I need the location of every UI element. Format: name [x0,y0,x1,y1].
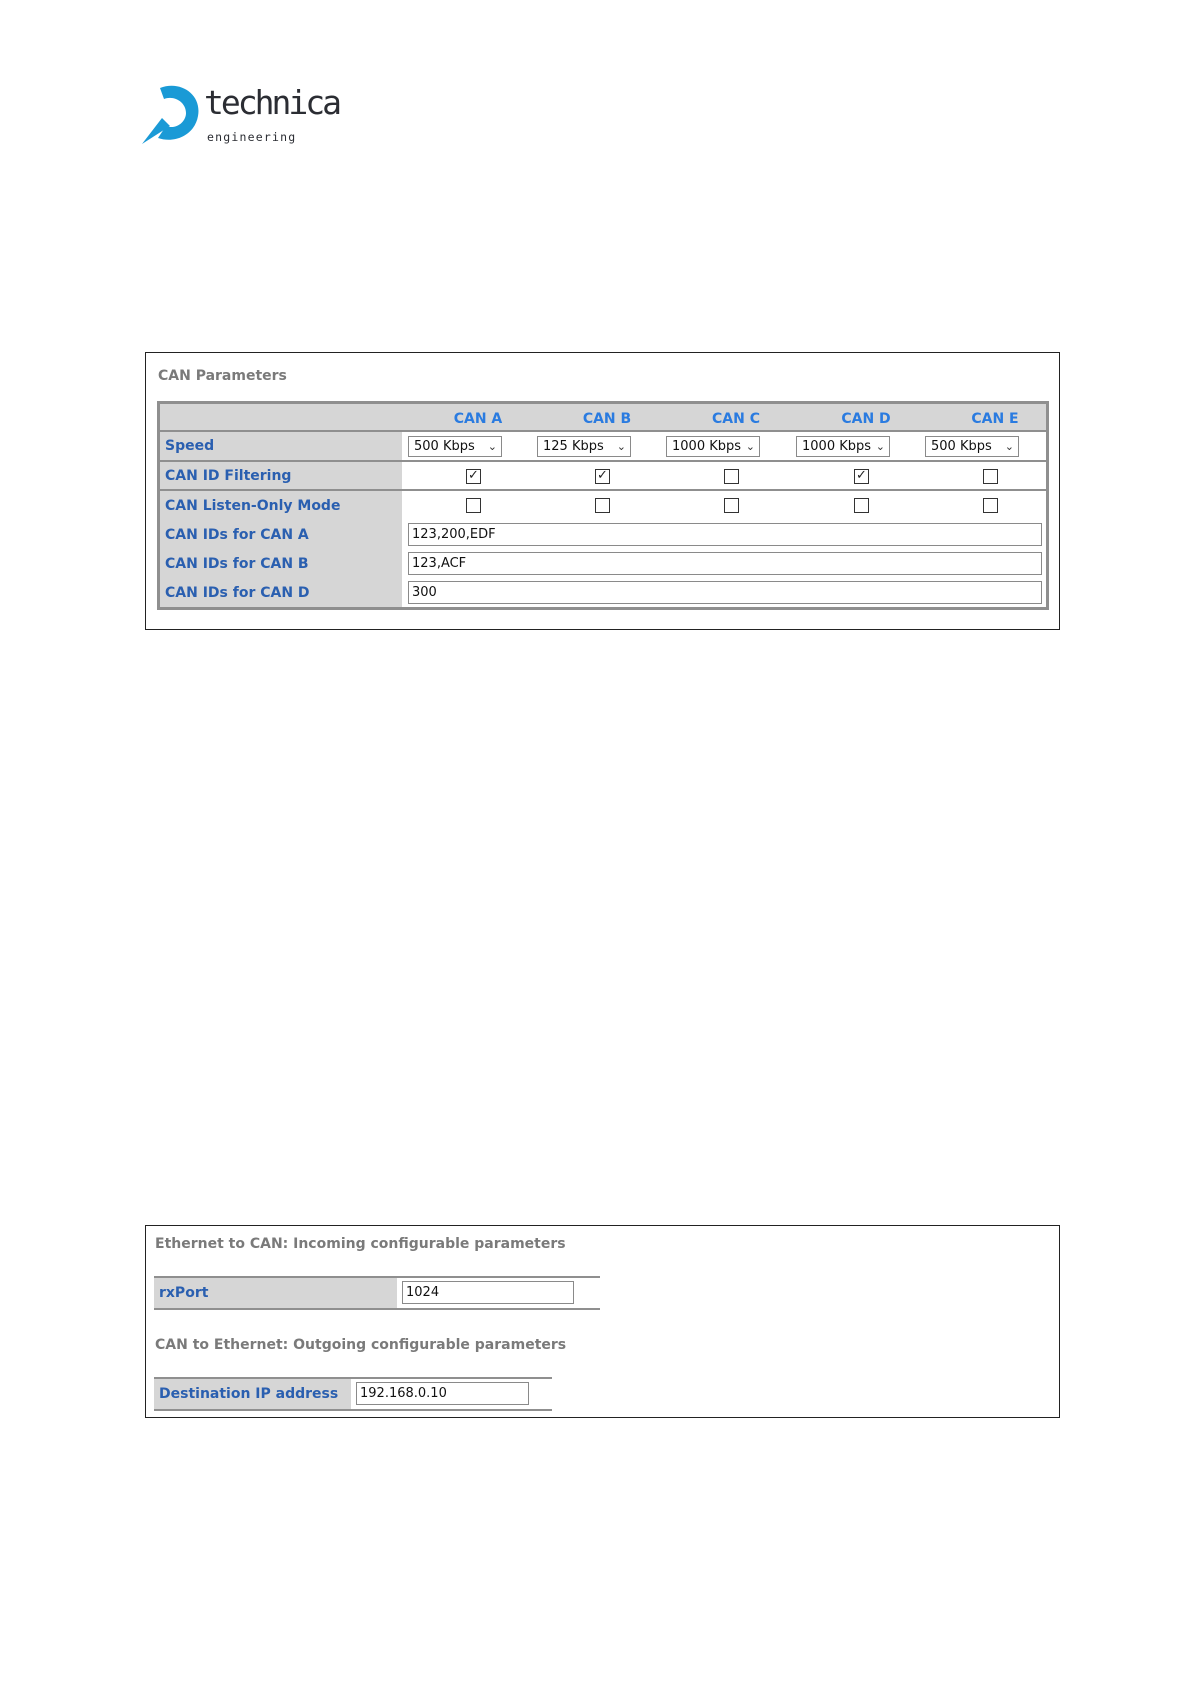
id-filtering-label-cell [160,462,402,489]
id-filtering-checkbox-can-a[interactable]: ✓ [466,469,481,484]
outgoing-params-title: CAN to Ethernet: Outgoing configurable parameters [155,1337,567,1353]
rx-port-input[interactable]: 1024 [402,1281,574,1304]
logo-wordmark: technica [204,83,339,122]
ids-label-can-b: CAN IDs for CAN B [165,555,309,572]
speed-select-can-a[interactable] [408,436,502,457]
speed-label-cell [160,432,402,460]
speed-select-can-e[interactable] [925,436,1019,457]
col-header-can-e: CAN E [971,411,1019,427]
speed-select-can-b[interactable] [537,436,631,457]
ids-label-can-a: CAN IDs for CAN A [165,526,309,543]
ids-row-can-b [160,549,1046,578]
speed-value-can-b: 125 Kbps [543,439,604,454]
incoming-params-title: Ethernet to CAN: Incoming configurable parameters [155,1236,566,1252]
ids-input-can-d[interactable]: 300 [408,581,1042,604]
col-header-can-b: CAN B [582,411,632,427]
id-filtering-checkbox-can-e[interactable] [983,469,998,484]
dest-ip-row [154,1377,552,1411]
listen-only-checkbox-can-b[interactable] [595,498,610,513]
ids-input-can-b[interactable]: 123,ACF [408,552,1042,575]
technica-swirl-icon [140,82,202,146]
chevron-down-icon: ⌄ [487,440,497,453]
speed-select-can-d[interactable] [796,436,890,457]
ids-row-can-a [160,520,1046,549]
speed-value-can-c: 1000 Kbps [672,439,742,454]
listen-only-row [160,491,1046,520]
ids-label-cell-can-d [160,578,402,607]
speed-value-can-a: 500 Kbps [414,439,475,454]
chevron-down-icon: ⌄ [745,440,755,453]
listen-only-checkbox-can-d[interactable] [854,498,869,513]
chevron-down-icon: ⌄ [616,440,626,453]
can-parameters-panel [145,352,1060,630]
dest-ip-input[interactable]: 192.168.0.10 [356,1382,529,1405]
listen-only-checkbox-can-c[interactable] [724,498,739,513]
chevron-down-icon: ⌄ [1004,440,1014,453]
can-parameters-title: CAN Parameters [158,368,287,384]
id-filtering-row [160,462,1046,491]
id-filtering-label: CAN ID Filtering [165,467,292,484]
dest-ip-label: Destination IP address [159,1386,339,1402]
id-filtering-checkbox-can-c[interactable] [724,469,739,484]
col-header-can-c: CAN C [712,411,760,427]
speed-row [160,432,1046,462]
col-header-can-d: CAN D [841,411,891,427]
ids-label-can-d: CAN IDs for CAN D [165,584,310,601]
id-filtering-checkbox-can-b[interactable]: ✓ [595,469,610,484]
ids-label-cell-can-a [160,520,402,549]
can-parameters-table [157,401,1049,610]
listen-only-label-cell [160,491,402,520]
id-filtering-checkbox-can-d[interactable]: ✓ [854,469,869,484]
col-header-can-a: CAN A [453,411,503,427]
rx-port-label: rxPort [159,1285,209,1301]
speed-label: Speed [165,438,215,454]
speed-select-can-c[interactable] [666,436,760,457]
logo-subtitle: engineering [207,130,297,144]
rx-port-label-cell [154,1278,397,1308]
dest-ip-label-cell [154,1379,351,1409]
chevron-down-icon: ⌄ [875,440,885,453]
speed-value-can-d: 1000 Kbps [802,439,872,454]
ethernet-panel [145,1225,1060,1418]
speed-value-can-e: 500 Kbps [931,439,992,454]
rx-port-row [154,1276,600,1310]
ids-label-cell-can-b [160,549,402,578]
listen-only-checkbox-can-e[interactable] [983,498,998,513]
ids-input-can-a[interactable]: 123,200,EDF [408,523,1042,546]
listen-only-checkbox-can-a[interactable] [466,498,481,513]
technica-logo [140,82,339,152]
ids-row-can-d [160,578,1046,607]
listen-only-label: CAN Listen-Only Mode [165,497,341,514]
can-table-header [160,404,1046,432]
